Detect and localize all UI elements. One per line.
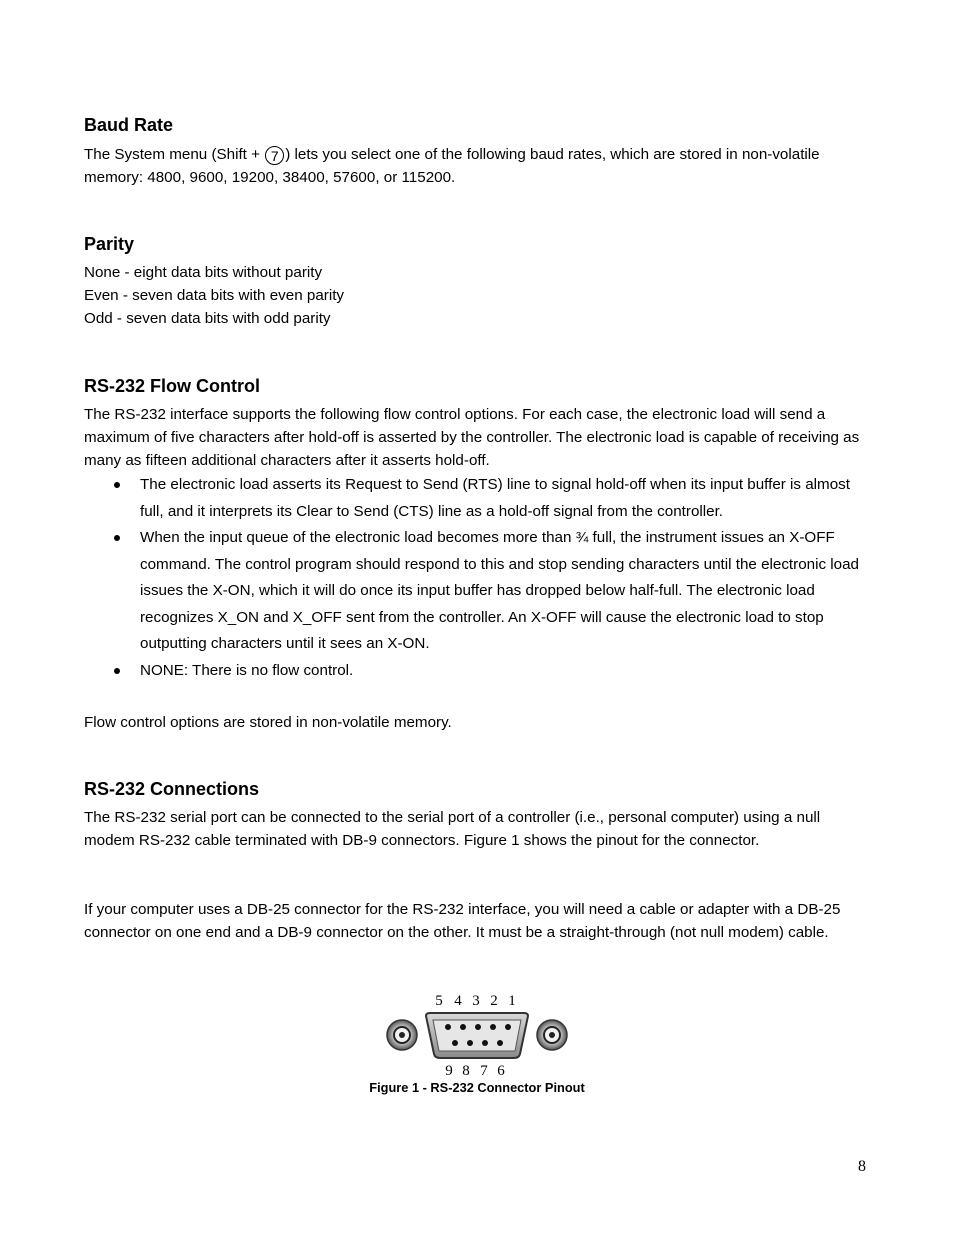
baud-rate-paragraph bbox=[84, 143, 874, 189]
flow-control-heading: RS-232 Flow Control bbox=[84, 376, 261, 396]
circled-seven-key: 7 bbox=[265, 146, 284, 165]
db9-connector-figure bbox=[380, 988, 576, 1076]
flow-option-rts-cts: The electronic load asserts its Request to Send (RTS) line to signal hold-off when its input buffer is almost full, and it interprets its Clear to Send (CTS) line as a hold-off signal from the controller. bbox=[140, 476, 850, 520]
pin-8 bbox=[467, 1040, 473, 1046]
pin-label: 1 bbox=[508, 993, 516, 1009]
pin-label: 8 bbox=[462, 1063, 470, 1076]
list-item bbox=[84, 472, 874, 525]
bullet-icon bbox=[114, 668, 120, 674]
pin-1 bbox=[505, 1024, 511, 1030]
parity-line-none: None - eight data bits without parity bbox=[84, 264, 323, 281]
pin-label: 9 bbox=[445, 1063, 453, 1076]
pin-label: 2 bbox=[490, 993, 498, 1009]
pin-label: 5 bbox=[435, 993, 443, 1009]
pin-label: 3 bbox=[472, 993, 480, 1009]
baud-text-before: The System menu (Shift + bbox=[84, 146, 265, 163]
parity-line-even: Even - seven data bits with even parity bbox=[84, 287, 345, 304]
pin-2 bbox=[490, 1024, 496, 1030]
pin-7 bbox=[482, 1040, 488, 1046]
list-item bbox=[84, 525, 874, 658]
baud-text-after: ) lets you select one of the following baud rates, which are stored in non-volatile memory: 4800, 9600, 19200, 38400, 57600, or 115200. bbox=[84, 146, 820, 186]
flow-control-options-list bbox=[84, 472, 874, 684]
pin-label: 4 bbox=[454, 993, 462, 1009]
pin-4 bbox=[460, 1024, 466, 1030]
flow-option-xon-xoff: When the input queue of the electronic load becomes more than ¾ full, the instrument issues an X-OFF command. The control program should respond to this and stop sending characters until the electronic load issues the X-ON, which it will do once its input buffer has dropped below half-full. The electronic load recognizes X_ON and X_OFF sent from the controller. An X-OFF will cause the electronic load to stop outputting characters until it sees an X-ON. bbox=[140, 529, 860, 652]
baud-rate-heading: Baud Rate bbox=[84, 115, 174, 135]
figure-caption: Figure 1 - RS-232 Connector Pinout bbox=[369, 1080, 585, 1095]
pin-5 bbox=[445, 1024, 451, 1030]
parity-heading: Parity bbox=[84, 234, 135, 254]
pin-6 bbox=[497, 1040, 503, 1046]
page-number: 8 bbox=[858, 1158, 866, 1175]
bullet-icon bbox=[114, 535, 120, 541]
parity-line-odd: Odd - seven data bits with odd parity bbox=[84, 310, 331, 327]
parity-list bbox=[84, 261, 874, 330]
flow-control-outro: Flow control options are stored in non-volatile memory. bbox=[84, 714, 452, 731]
pin-label: 7 bbox=[480, 1063, 488, 1076]
flow-option-none: NONE: There is no flow control. bbox=[140, 661, 354, 679]
db9-connector-icon bbox=[380, 988, 576, 1076]
pin-label: 6 bbox=[497, 1063, 505, 1076]
pin-3 bbox=[475, 1024, 481, 1030]
bullet-icon bbox=[114, 482, 120, 488]
pin-9 bbox=[452, 1040, 458, 1046]
list-item bbox=[84, 658, 874, 685]
connections-paragraph-1: The RS-232 serial port can be connected to the serial port of a controller (i.e., personal computer) using a null modem RS-232 cable terminated with DB-9 connectors. Figure 1 shows the pinout for the connector. bbox=[84, 809, 821, 849]
connections-paragraph-2: If your computer uses a DB-25 connector for the RS-232 interface, you will need a cable or adapter with a DB-25 connector on one end and a DB-9 connector on the other. It must be a straight-through (not null modem) cable. bbox=[84, 901, 841, 941]
connections-heading: RS-232 Connections bbox=[84, 779, 260, 799]
flow-control-intro: The RS-232 interface supports the following flow control options. For each case, the electronic load will send a maximum of five characters after hold-off is asserted by the controller. The electronic load is capable of receiving as many as fifteen additional characters after it asserts hold-off. bbox=[84, 406, 860, 469]
